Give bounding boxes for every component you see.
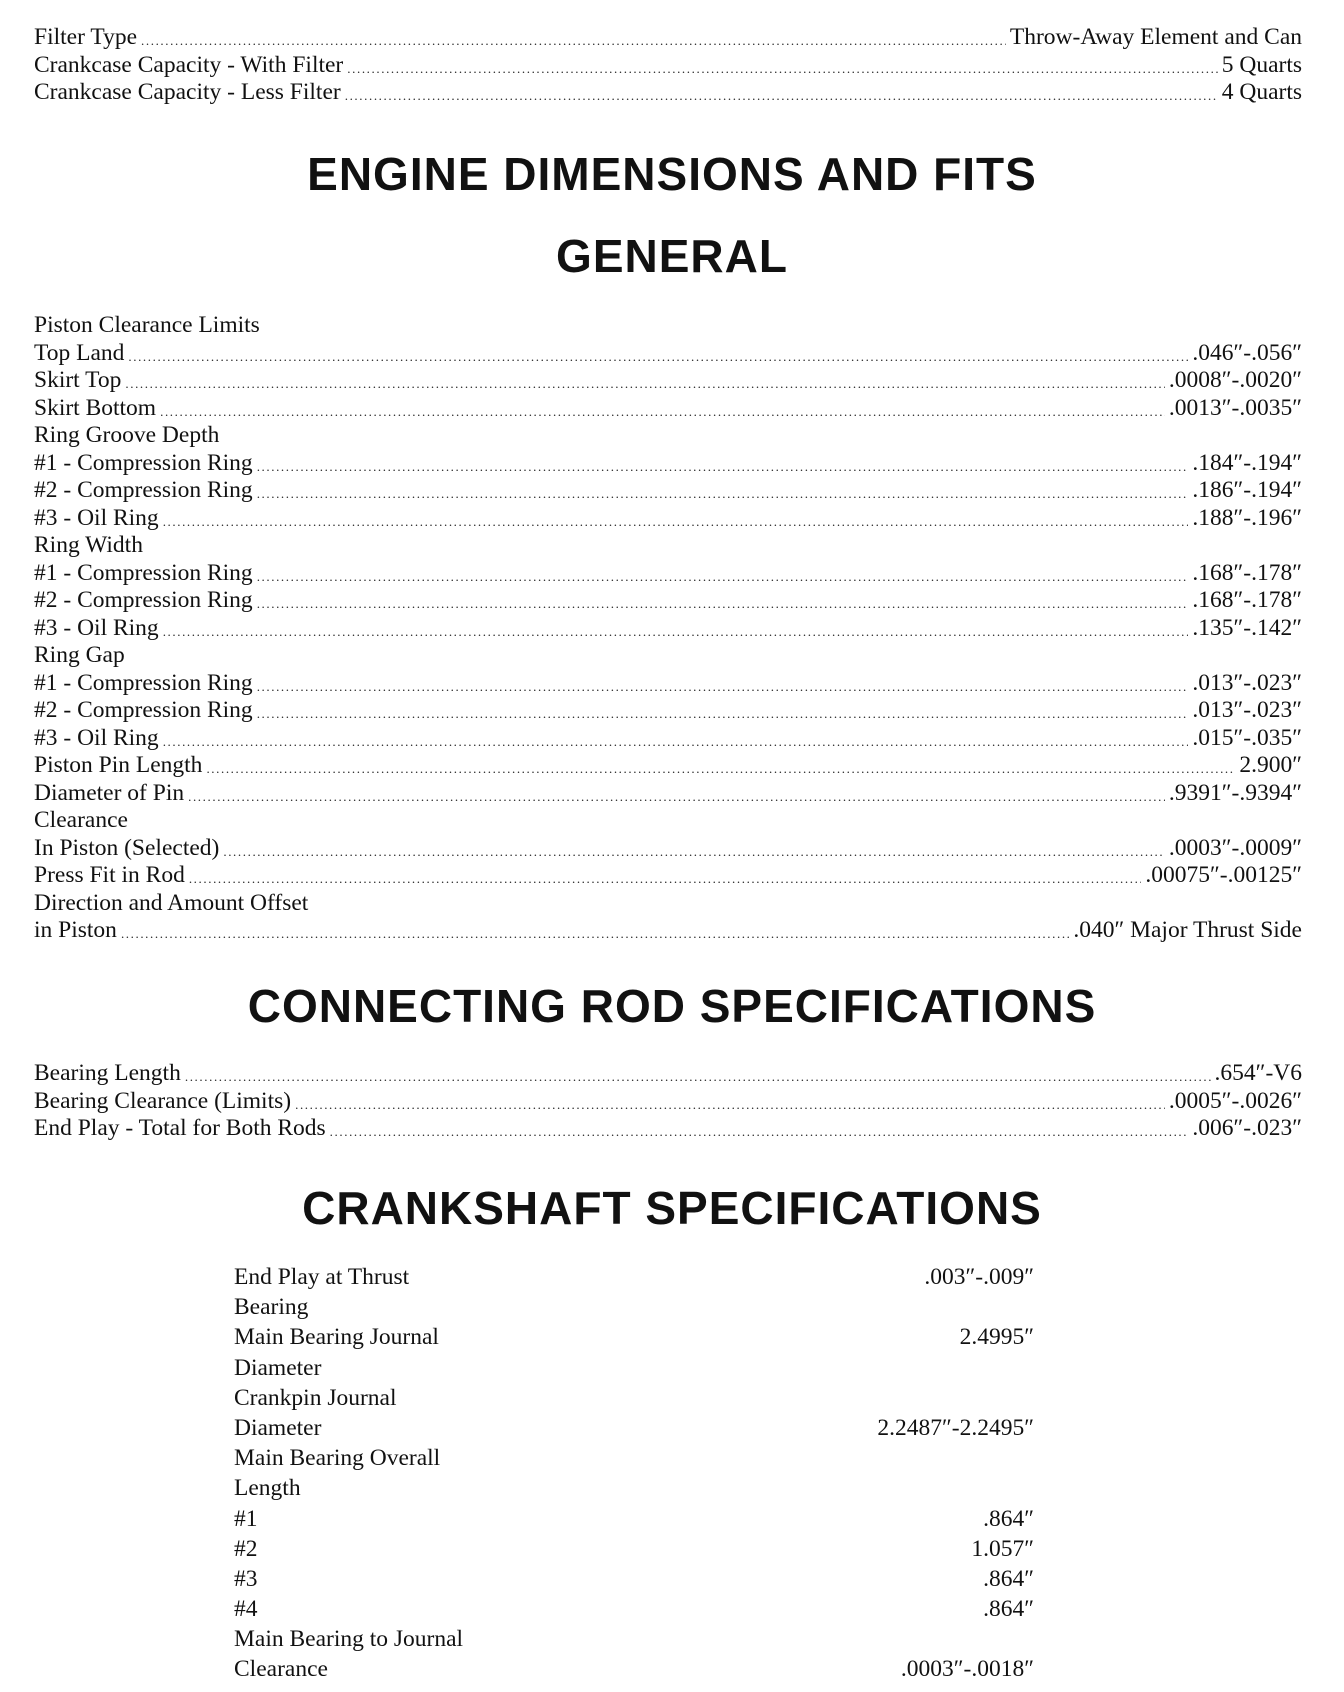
spec-value: .046″-.056″ — [1192, 339, 1302, 366]
spec-row — [34, 395, 1302, 423]
spec-value: .006″-.023″ — [1192, 1115, 1302, 1141]
dot-leader — [347, 55, 1217, 83]
spec-value: .0005″-.0026″ — [1168, 1087, 1302, 1114]
section-subheading: Ring Width — [34, 532, 143, 558]
spec-value: .168″-.178″ — [1192, 559, 1302, 586]
crank-label: Diameter — [234, 1414, 322, 1441]
spec-value: .168″-.178″ — [1192, 587, 1302, 613]
spec-row — [34, 752, 1302, 780]
spec-row — [34, 697, 1302, 725]
crank-value: .0003″-.0018″ — [900, 1656, 1034, 1683]
spec-label: In Piston (Selected) — [34, 834, 220, 861]
crank-value: .003″-.009″ — [924, 1264, 1034, 1290]
dot-leader — [295, 1091, 1165, 1119]
crank-row — [234, 1504, 1034, 1534]
crank-row — [234, 1594, 1034, 1624]
crank-value: .864″ — [983, 1505, 1034, 1532]
spec-row — [34, 835, 1302, 863]
spec-label: #2 - Compression Ring — [34, 477, 253, 503]
spec-value: .135″-.142″ — [1192, 614, 1302, 641]
spec-value: .184″-.194″ — [1192, 449, 1302, 476]
dot-leader — [206, 755, 1235, 783]
spec-value: 4 Quarts — [1221, 79, 1302, 105]
spec-value: 2.900″ — [1239, 752, 1302, 778]
spec-label: Piston Pin Length — [34, 752, 203, 778]
dot-leader — [185, 1063, 1211, 1091]
spec-label: #1 - Compression Ring — [34, 669, 253, 696]
spec-label: in Piston — [34, 917, 117, 943]
spec-label: Bearing Clearance (Limits) — [34, 1087, 292, 1114]
dot-leader — [125, 370, 1164, 398]
crank-row — [234, 1564, 1034, 1594]
crank-label: Bearing — [234, 1294, 309, 1321]
spec-label: #3 - Oil Ring — [34, 614, 159, 641]
spec-row — [34, 587, 1302, 615]
engine-dimensions-heading: ENGINE DIMENSIONS AND FITS — [307, 148, 1037, 200]
general-heading: GENERAL — [556, 230, 788, 282]
spec-label: #1 - Compression Ring — [34, 559, 253, 586]
spec-value: .186″-.194″ — [1192, 477, 1302, 503]
dot-leader — [257, 453, 1189, 481]
section-subheading: Direction and Amount Offset — [34, 889, 309, 916]
spec-value: .0008″-.0020″ — [1168, 367, 1302, 393]
spec-row — [34, 79, 1302, 107]
spec-row — [34, 725, 1302, 753]
spec-label: Crankcase Capacity - Less Filter — [34, 79, 341, 105]
dot-leader — [121, 920, 1069, 948]
spec-label: Top Land — [34, 339, 125, 366]
crank-row — [234, 1534, 1034, 1564]
spec-label: #1 - Compression Ring — [34, 449, 253, 476]
spec-label: #3 - Oil Ring — [34, 724, 159, 751]
dot-leader — [223, 838, 1164, 866]
crank-label: Main Bearing Journal — [234, 1324, 439, 1351]
general-specs — [34, 312, 1302, 945]
dot-leader — [160, 398, 1165, 426]
crank-value: 1.057″ — [971, 1535, 1034, 1562]
crank-row — [234, 1262, 1034, 1292]
crank-value: .864″ — [983, 1596, 1034, 1623]
spec-value: .654″-V6 — [1214, 1060, 1302, 1086]
crank-label: Main Bearing to Journal — [234, 1626, 464, 1653]
spec-row — [34, 340, 1302, 368]
spec-row — [34, 450, 1302, 478]
spec-label: Bearing Length — [34, 1060, 181, 1086]
spec-row — [34, 367, 1302, 395]
dot-leader — [189, 865, 1142, 893]
dot-leader — [163, 508, 1189, 536]
spec-label: #2 - Compression Ring — [34, 697, 253, 723]
spec-row — [34, 917, 1302, 945]
spec-label: #3 - Oil Ring — [34, 504, 159, 531]
spec-row — [34, 1115, 1302, 1143]
dot-leader — [345, 82, 1218, 110]
dot-leader — [163, 618, 1189, 646]
spec-row — [34, 560, 1302, 588]
connecting-rod-specs — [34, 1060, 1302, 1143]
spec-value: .0003″-.0009″ — [1168, 834, 1302, 861]
dot-leader — [188, 783, 1165, 811]
crank-value: 2.2487″-2.2495″ — [877, 1414, 1034, 1441]
crank-label: #2 — [234, 1535, 258, 1562]
crank-row — [234, 1443, 1034, 1473]
spec-label: Diameter of Pin — [34, 779, 185, 806]
spec-label: End Play - Total for Both Rods — [34, 1115, 326, 1141]
section-subheading: Clearance — [34, 807, 128, 833]
crankshaft-heading: CRANKSHAFT SPECIFICATIONS — [302, 1182, 1042, 1234]
spec-value: .013″-.023″ — [1192, 697, 1302, 723]
spec-value: 5 Quarts — [1221, 51, 1302, 78]
crank-row — [234, 1413, 1034, 1443]
crank-label: Crankpin Journal — [234, 1384, 397, 1411]
spec-value: .188″-.196″ — [1192, 504, 1302, 531]
dot-leader — [330, 1118, 1189, 1146]
spec-label: Skirt Top — [34, 367, 122, 393]
crank-row — [234, 1322, 1034, 1352]
dot-leader — [141, 27, 1006, 55]
crank-row — [234, 1292, 1034, 1322]
crank-row — [234, 1353, 1034, 1383]
spec-value: .040″ Major Thrust Side — [1073, 917, 1302, 943]
spec-label: Filter Type — [34, 24, 138, 50]
spec-row — [34, 780, 1302, 808]
crank-label: #3 — [234, 1565, 258, 1592]
spec-row — [34, 862, 1302, 890]
dot-leader — [257, 673, 1189, 701]
crank-label: Clearance — [234, 1656, 328, 1683]
crank-value: 2.4995″ — [959, 1324, 1034, 1351]
connecting-rod-heading: CONNECTING ROD SPECIFICATIONS — [247, 980, 1097, 1032]
dot-leader — [257, 480, 1189, 508]
spec-value: Throw-Away Element and Can — [1009, 24, 1302, 50]
top-specs — [34, 24, 1302, 107]
crankshaft-specs — [234, 1262, 1034, 1685]
crank-label: #4 — [234, 1596, 258, 1623]
spec-value: .9391″-.9394″ — [1168, 779, 1302, 806]
spec-row — [34, 1060, 1302, 1088]
spec-row — [34, 52, 1302, 80]
crank-label: Main Bearing Overall — [234, 1445, 441, 1472]
dot-leader — [257, 563, 1189, 591]
spec-row — [34, 505, 1302, 533]
crank-row — [234, 1624, 1034, 1654]
dot-leader — [128, 343, 1188, 371]
dot-leader — [257, 590, 1189, 618]
spec-value: .0013″-.0035″ — [1168, 394, 1302, 421]
crank-label: Diameter — [234, 1354, 322, 1381]
spec-value: .013″-.023″ — [1192, 669, 1302, 696]
spec-row — [34, 670, 1302, 698]
spec-label: Press Fit in Rod — [34, 862, 185, 888]
spec-row — [34, 477, 1302, 505]
spec-value: .015″-.035″ — [1192, 724, 1302, 751]
crank-row — [234, 1473, 1034, 1503]
spec-row — [34, 24, 1302, 52]
crank-label: Length — [234, 1475, 301, 1502]
spec-label: Crankcase Capacity - With Filter — [34, 51, 344, 78]
crank-row — [234, 1383, 1034, 1413]
spec-value: .00075″-.00125″ — [1145, 862, 1302, 888]
spec-row — [34, 1088, 1302, 1116]
spec-label: Skirt Bottom — [34, 394, 157, 421]
crank-row — [234, 1654, 1034, 1684]
spec-row — [34, 615, 1302, 643]
section-subheading: Ring Gap — [34, 642, 125, 668]
crank-value: .864″ — [983, 1565, 1034, 1592]
section-subheading: Piston Clearance Limits — [34, 312, 260, 338]
dot-leader — [257, 700, 1189, 728]
spec-label: #2 - Compression Ring — [34, 587, 253, 613]
crank-label: #1 — [234, 1505, 258, 1532]
crank-label: End Play at Thrust — [234, 1264, 410, 1290]
section-subheading: Ring Groove Depth — [34, 422, 220, 448]
dot-leader — [163, 728, 1189, 756]
